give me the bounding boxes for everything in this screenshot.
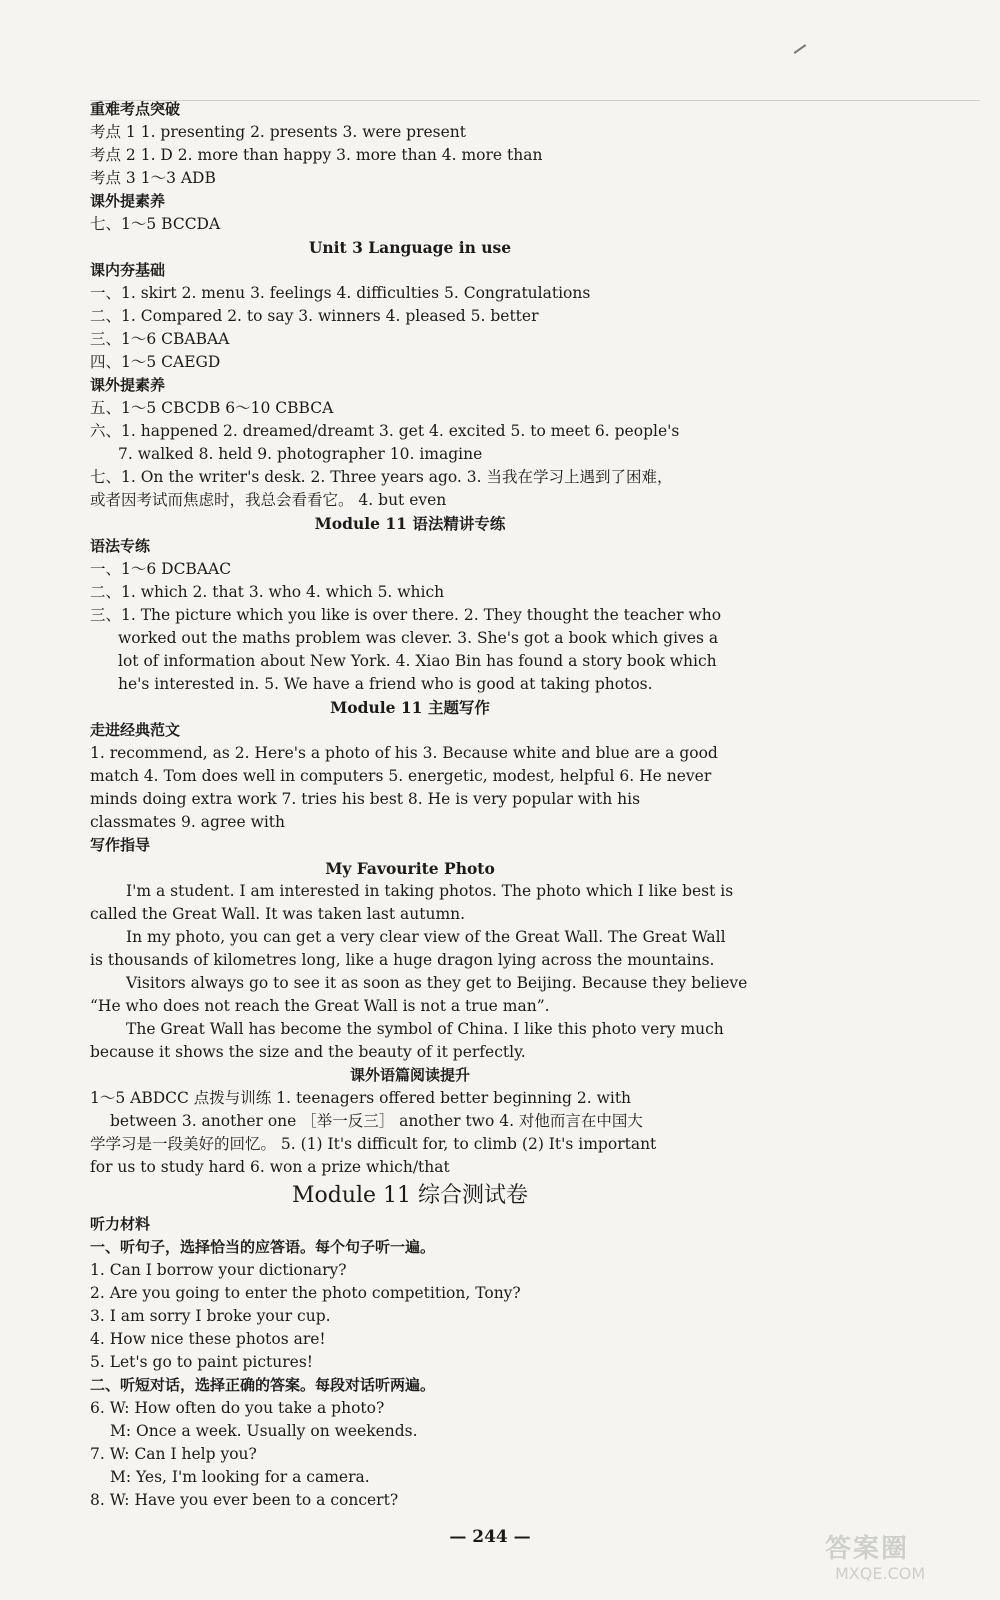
listening-line: M: Yes, I'm looking for a camera.: [110, 1468, 370, 1486]
listening-line: M: Once a week. Usually on weekends.: [110, 1422, 418, 1440]
section-heading: 二、听短对话，选择正确的答案。每段对话听两遍。: [90, 1376, 436, 1394]
listening-line: 1. Can I borrow your dictionary?: [90, 1261, 347, 1279]
section-heading: 课外提素养: [90, 376, 166, 394]
answer-line: 二、1. Compared 2. to say 3. winners 4. pleased 5. better: [90, 307, 539, 325]
answer-line: 二、1. which 2. that 3. who 4. which 5. which: [90, 583, 445, 601]
listening-line: 2. Are you going to enter the photo competition, Tony?: [90, 1284, 521, 1302]
essay-line: The Great Wall has become the symbol of China. I like this photo very much: [126, 1020, 724, 1038]
answer-line: 一、1～6 DCBAAC: [90, 560, 232, 578]
listening-line: 8. W: Have you ever been to a concert?: [90, 1491, 399, 1509]
essay-line: “He who does not reach the Great Wall is not a true man”.: [90, 997, 550, 1015]
answer-line: worked out the maths problem was clever. 3. She's got a book which gives a: [118, 629, 719, 647]
section-heading: 语法专练: [90, 537, 151, 555]
answer-line: 考点 2 1. D 2. more than happy 3. more than 4. more than: [90, 146, 543, 164]
answer-line: 三、1～6 CBABAA: [90, 330, 230, 348]
section-heading: 课内夯基础: [90, 261, 166, 279]
answer-line: 七、1～5 BCCDA: [90, 215, 221, 233]
answer-line: lot of information about New York. 4. Xiao Bin has found a story book which: [118, 652, 717, 670]
page-content: [90, 98, 748, 1512]
answer-line: he's interested in. 5. We have a friend who is good at taking photos.: [118, 675, 653, 693]
answer-line: 六、1. happened 2. dreamed/dreamt 3. get 4. excited 5. to meet 6. people's: [90, 422, 680, 440]
answer-line: between 3. another one ［举一反三］ another two 4. 对他而言在中国大: [110, 1112, 643, 1130]
answer-line: minds doing extra work 7. tries his best 8. He is very popular with his: [90, 790, 641, 808]
answer-line: match 4. Tom does well in computers 5. energetic, modest, helpful 6. He never: [90, 767, 712, 785]
essay-line: In my photo, you can get a very clear view of the Great Wall. The Great Wall: [126, 928, 726, 946]
answer-line: 一、1. skirt 2. menu 3. feelings 4. difficulties 5. Congratulations: [90, 284, 591, 302]
essay-line: Visitors always go to see it as soon as they get to Beijing. Because they believe: [126, 974, 748, 992]
listening-line: 7. W: Can I help you?: [90, 1445, 257, 1463]
answer-line: classmates 9. agree with: [90, 813, 286, 831]
section-heading: 一、听句子，选择恰当的应答语。每个句子听一遍。: [90, 1238, 436, 1256]
section-heading: 课外提素养: [90, 192, 166, 210]
answer-line: 1. recommend, as 2. Here's a photo of his 3. Because white and blue are a good: [90, 744, 718, 762]
answer-line: 五、1～5 CBCDB 6～10 CBBCA: [90, 399, 334, 417]
answer-line: 四、1～5 CAEGD: [90, 353, 221, 371]
page-number: — 244 —: [449, 1527, 531, 1547]
unit-title: Unit 3 Language in use: [308, 238, 512, 257]
answer-line: 7. walked 8. held 9. photographer 10. imagine: [118, 445, 483, 463]
section-heading: 听力材料: [90, 1215, 151, 1233]
watermark-logo: [825, 1528, 975, 1588]
answer-line: 三、1. The picture which you like is over there. 2. They thought the teacher who: [90, 606, 722, 624]
listening-line: 3. I am sorry I broke your cup.: [90, 1307, 331, 1325]
essay-line: is thousands of kilometres long, like a huge dragon lying across the mountains.: [90, 951, 715, 969]
answer-line: 七、1. On the writer's desk. 2. Three years ago. 3. 当我在学习上遇到了困难，: [90, 468, 673, 486]
answer-line: 1～5 ABDCC 点拨与训练 1. teenagers offered better beginning 2. with: [90, 1089, 632, 1107]
answer-line: 考点 3 1～3 ADB: [90, 169, 216, 187]
section-heading: 写作指导: [90, 836, 151, 854]
essay-title: My Favourite Photo: [325, 859, 495, 878]
test-title: Module 11 综合测试卷: [291, 1183, 529, 1208]
essay-line: called the Great Wall. It was taken last autumn.: [90, 905, 466, 923]
module-title: Module 11 语法精讲专练: [314, 514, 506, 533]
essay-line: I'm a student. I am interested in taking photos. The photo which I like best is: [126, 882, 734, 900]
watermark-text: 答案圈: [825, 1534, 910, 1564]
answer-line: 或者因考试而焦虑时，我总会看看它。 4. but even: [90, 491, 447, 509]
answer-line: for us to study hard 6. won a prize which/that: [90, 1158, 450, 1176]
listening-line: 6. W: How often do you take a photo?: [90, 1399, 385, 1417]
section-title: 课外语篇阅读提升: [349, 1066, 470, 1084]
section-heading: 走进经典范文: [90, 721, 181, 739]
essay-line: because it shows the size and the beauty of it perfectly.: [90, 1043, 526, 1061]
answer-line: 学学习是一段美好的回忆。 5. (1) It's difficult for, to climb (2) It's important: [90, 1135, 657, 1153]
answer-line: 考点 1 1. presenting 2. presents 3. were present: [90, 123, 467, 141]
module-title: Module 11 主题写作: [330, 698, 490, 717]
pen-mark: [794, 44, 807, 54]
watermark-url: MXQE.COM: [835, 1564, 926, 1583]
listening-line: 4. How nice these photos are!: [90, 1330, 326, 1348]
listening-line: 5. Let's go to paint pictures!: [90, 1353, 314, 1371]
section-heading: 重难考点突破: [90, 100, 181, 118]
